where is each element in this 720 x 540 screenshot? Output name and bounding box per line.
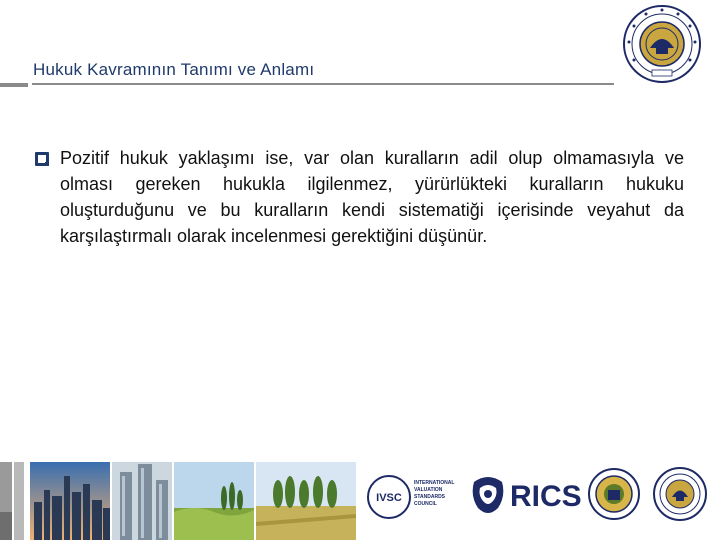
ivsc-line: INTERNATIONAL: [414, 480, 455, 486]
landscape-photo: [174, 462, 254, 540]
round-seal-icon: [588, 464, 640, 524]
ivsc-logo: [366, 474, 412, 520]
university-seal-icon: [622, 4, 702, 84]
body-paragraph: Pozitif hukuk yaklaşımı ise, var olan kuralların adil olup olmamasıyla ve olması gereken hukukla ilgilenmez, yürürlükteki kuralların hukuku oluşturduğunu ve bu kuralların kendi sistematiği içerisinde veyahut da karşılaştırmalı olarak incelenmesi gerektiğini düşünür.: [60, 148, 684, 246]
ivsc-line: COUNCIL: [414, 501, 437, 507]
title-rule: [32, 83, 614, 85]
ivsc-line: STANDARDS: [414, 494, 446, 500]
rics-wordmark: RICS: [510, 480, 582, 513]
university-seal-small-icon: [652, 464, 708, 524]
field-photo: [256, 462, 356, 540]
footer-bar-mid: [14, 462, 24, 540]
rics-lion-icon: [468, 472, 508, 520]
ivsc-caption: [414, 480, 464, 508]
footer-bar-light: [0, 462, 12, 512]
slide-title: Hukuk Kavramının Tanımı ve Anlamı: [33, 60, 315, 79]
footer-bar-dark: [0, 512, 12, 540]
ivsc-mark: IVSC: [376, 492, 402, 504]
towers-photo: [112, 462, 172, 540]
left-accent-bar: [0, 83, 28, 87]
ivsc-line: VALUATION: [414, 487, 443, 493]
city-skyline-photo: [30, 462, 110, 540]
checkbox-bullet-icon: [34, 151, 50, 167]
